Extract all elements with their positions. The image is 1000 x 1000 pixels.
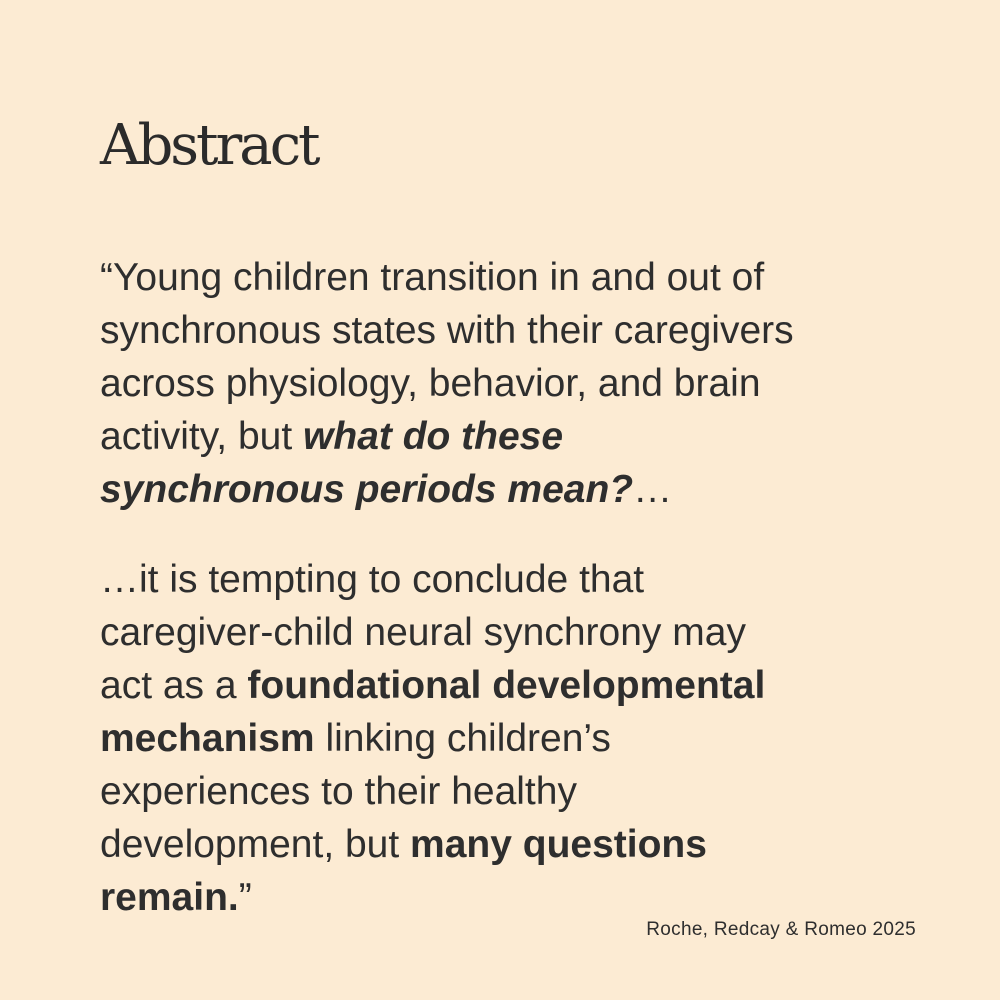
quote-line: experiences to their healthy (100, 770, 577, 813)
quote-line: linking children’s (314, 717, 611, 760)
quote-line: caregiver-child neural synchrony may (100, 611, 746, 654)
quote-line: across physiology, behavior, and brain (100, 362, 761, 405)
ellipsis: … (633, 468, 673, 511)
emphasis-question: what do these (303, 415, 564, 458)
quote-line: activity, but (100, 415, 304, 458)
emphasis-questions: many questions (410, 823, 707, 866)
emphasis-mechanism: mechanism (100, 717, 315, 760)
quote-paragraph-2 (100, 553, 920, 924)
quote-line: synchronous states with their caregivers (100, 309, 794, 352)
emphasis-question: synchronous periods mean? (100, 468, 634, 511)
emphasis-questions: remain. (100, 876, 239, 919)
quote-line: …it is tempting to conclude that (100, 558, 645, 601)
closing-quote: ” (238, 876, 252, 919)
quote-line: act as a (100, 664, 248, 707)
quote-line: “Young children transition in and out of (100, 256, 765, 299)
quote-line: development, but (100, 823, 411, 866)
citation: Roche, Redcay & Romeo 2025 (646, 919, 916, 940)
emphasis-mechanism: foundational developmental (247, 664, 766, 707)
abstract-heading: Abstract (100, 113, 318, 178)
quote-paragraph-1 (100, 251, 920, 516)
